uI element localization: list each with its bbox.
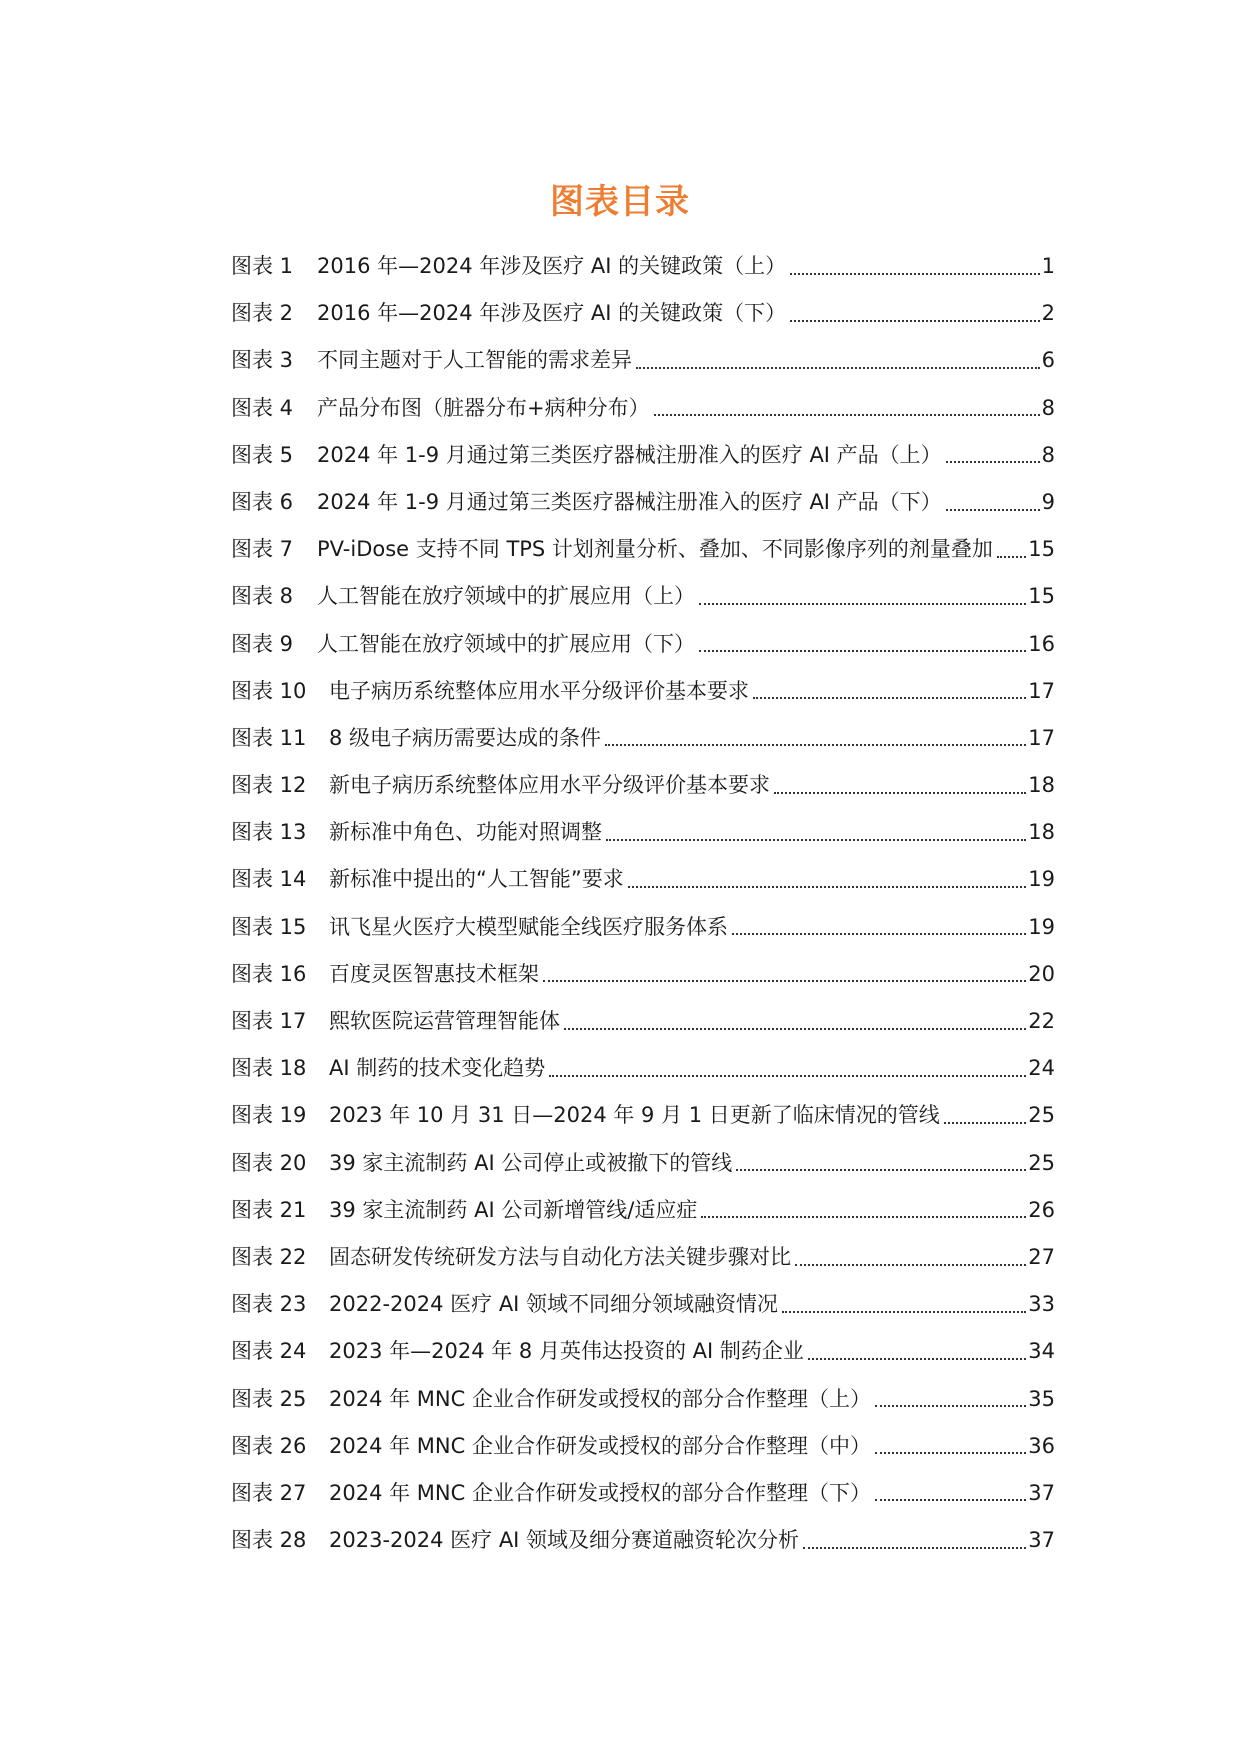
toc-entry-title: 新标准中角色、功能对照调整 (329, 820, 602, 845)
toc-entry-title: 新标准中提出的“人工智能”要求 (329, 867, 624, 892)
toc-entry-title: 2023 年—2024 年 8 月英伟达投资的 AI 制药企业 (329, 1339, 804, 1364)
toc-dot-leader (782, 1311, 1026, 1313)
toc-entry[interactable] (231, 856, 1055, 903)
toc-entry-title: 2024 年 1-9 月通过第三类医疗器械注册准入的医疗 AI 产品（下） (317, 489, 942, 514)
toc-entry-label: 图表 11 (231, 725, 307, 750)
toc-entry-title: AI 制药的技术变化趋势 (329, 1056, 546, 1081)
toc-entry-page: 18 (1028, 773, 1055, 798)
toc-dot-leader (605, 744, 1026, 746)
toc-entry-title: 百度灵医智惠技术框架 (329, 961, 539, 986)
toc-entry-label: 图表 26 (231, 1433, 307, 1458)
toc-dot-leader (875, 1499, 1026, 1501)
page-title: 图表目录 (550, 182, 690, 222)
toc-dot-leader (946, 461, 1040, 463)
toc-entry-label: 图表 3 (231, 348, 294, 373)
toc-entry-label: 图表 9 (231, 631, 294, 656)
toc-entry-label: 图表 28 (231, 1528, 307, 1553)
toc-entry-page: 36 (1028, 1433, 1055, 1458)
toc-entry[interactable] (231, 1517, 1055, 1564)
toc-entry[interactable] (231, 526, 1055, 573)
toc-entry-label: 图表 4 (231, 395, 294, 420)
toc-entry-title: 产品分布图（脏器分布+病种分布） (317, 395, 650, 420)
toc-entry[interactable] (231, 1234, 1055, 1281)
toc-dot-leader (701, 1216, 1026, 1218)
toc-entry-label: 图表 19 (231, 1103, 307, 1128)
toc-entry[interactable] (231, 1045, 1055, 1092)
toc-entry-title: 讯飞星火医疗大模型赋能全线医疗服务体系 (329, 914, 728, 939)
toc-entry-label: 图表 14 (231, 867, 307, 892)
toc-entry-page: 26 (1028, 1197, 1055, 1222)
toc-entry-label: 图表 17 (231, 1009, 307, 1033)
toc-entry-label: 图表 13 (231, 820, 307, 845)
toc-entry-page: 15 (1028, 584, 1055, 609)
toc-entry[interactable] (231, 715, 1055, 762)
toc-entry-label: 图表 18 (231, 1056, 307, 1081)
toc-entry-page: 33 (1028, 1292, 1055, 1317)
toc-entry-title: 2024 年 1-9 月通过第三类医疗器械注册准入的医疗 AI 产品（上） (317, 442, 942, 467)
toc-entry[interactable] (231, 1328, 1055, 1375)
toc-entry[interactable] (231, 809, 1055, 856)
toc-dot-leader (875, 1452, 1026, 1454)
toc-entry[interactable] (231, 1423, 1055, 1470)
toc-dot-leader (699, 650, 1026, 652)
toc-dot-leader (628, 886, 1027, 888)
toc-entry-label: 图表 1 (231, 254, 294, 278)
toc-entry[interactable] (231, 432, 1055, 479)
toc-dot-leader (803, 1547, 1026, 1549)
toc-entry-title: 2024 年 MNC 企业合作研发或授权的部分合作整理（上） (329, 1386, 871, 1411)
toc-entry-page: 37 (1028, 1480, 1055, 1505)
toc-entry[interactable] (231, 1187, 1055, 1234)
toc-entry-title: 2024 年 MNC 企业合作研发或授权的部分合作整理（中） (329, 1433, 871, 1458)
toc-entry-page: 35 (1028, 1386, 1055, 1411)
toc-entry-label: 图表 6 (231, 489, 294, 514)
toc-entry-page: 18 (1028, 820, 1055, 845)
toc-entry-page: 9 (1041, 489, 1055, 514)
table-of-figures (231, 243, 1055, 1564)
toc-dot-leader (795, 1264, 1026, 1266)
toc-dot-leader (875, 1405, 1026, 1407)
toc-entry-title: PV-iDose 支持不同 TPS 计划剂量分析、叠加、不同影像序列的剂量叠加 (317, 537, 993, 562)
toc-entry-label: 图表 2 (231, 301, 294, 326)
toc-entry[interactable] (231, 1092, 1055, 1139)
toc-entry[interactable] (231, 1281, 1055, 1328)
toc-entry-page: 15 (1028, 537, 1055, 562)
toc-entry[interactable] (231, 385, 1055, 432)
toc-entry-label: 图表 10 (231, 678, 307, 703)
toc-entry-title: 人工智能在放疗领域中的扩展应用（上） (317, 584, 695, 609)
toc-dot-leader (944, 1122, 1026, 1124)
toc-entry-page: 25 (1028, 1103, 1055, 1128)
toc-entry-label: 图表 27 (231, 1480, 307, 1505)
toc-dot-leader (946, 509, 1040, 511)
toc-entry-title: 2022-2024 医疗 AI 领域不同细分领域融资情况 (329, 1292, 779, 1317)
toc-dot-leader (699, 603, 1026, 605)
toc-entry-title: 新电子病历系统整体应用水平分级评价基本要求 (329, 773, 770, 798)
toc-entry-label: 图表 20 (231, 1150, 307, 1175)
toc-entry-label: 图表 5 (231, 442, 294, 467)
toc-entry-title: 39 家主流制药 AI 公司停止或被撤下的管线 (329, 1150, 733, 1175)
toc-entry[interactable] (231, 573, 1055, 620)
toc-entry-label: 图表 15 (231, 914, 307, 939)
toc-entry-page: 16 (1028, 631, 1055, 656)
toc-entry-title: 电子病历系统整体应用水平分级评价基本要求 (329, 678, 749, 703)
toc-dot-leader (732, 933, 1026, 935)
toc-dot-leader (654, 414, 1040, 416)
toc-entry[interactable] (231, 904, 1055, 951)
toc-entry[interactable] (231, 668, 1055, 715)
toc-dot-leader (774, 792, 1026, 794)
toc-entry-label: 图表 16 (231, 961, 307, 986)
toc-entry-label: 图表 12 (231, 773, 307, 798)
toc-entry-label: 图表 25 (231, 1386, 307, 1411)
toc-entry[interactable] (231, 621, 1055, 668)
toc-dot-leader (790, 320, 1039, 322)
toc-entry-label: 图表 8 (231, 584, 294, 609)
toc-entry-page: 8 (1041, 395, 1055, 420)
toc-entry-page: 24 (1028, 1056, 1055, 1081)
toc-entry-page: 37 (1028, 1528, 1055, 1553)
toc-entry-label: 图表 23 (231, 1292, 307, 1317)
toc-entry[interactable] (231, 1470, 1055, 1517)
toc-entry-title: 8 级电子病历需要达成的条件 (329, 725, 602, 750)
toc-entry-page: 2 (1041, 301, 1055, 326)
toc-entry-label: 图表 21 (231, 1197, 307, 1222)
toc-entry-page: 22 (1028, 1009, 1055, 1033)
toc-entry-title: 不同主题对于人工智能的需求差异 (317, 348, 632, 373)
toc-dot-leader (808, 1358, 1026, 1360)
toc-entry[interactable] (231, 290, 1055, 337)
toc-entry-title: 2023-2024 医疗 AI 领域及细分赛道融资轮次分析 (329, 1528, 800, 1553)
toc-entry-page: 17 (1028, 725, 1055, 750)
toc-entry[interactable] (231, 243, 1055, 290)
toc-entry[interactable] (231, 1140, 1055, 1187)
toc-entry-page: 20 (1028, 961, 1055, 986)
toc-entry[interactable] (231, 1376, 1055, 1423)
toc-dot-leader (753, 697, 1026, 699)
toc-entry[interactable] (231, 762, 1055, 809)
toc-entry-label: 图表 24 (231, 1339, 307, 1364)
toc-entry-label: 图表 22 (231, 1244, 307, 1269)
toc-entry-title: 人工智能在放疗领域中的扩展应用（下） (317, 631, 695, 656)
toc-entry-page: 6 (1041, 348, 1055, 373)
toc-entry-page: 27 (1028, 1244, 1055, 1269)
toc-dot-leader (564, 1028, 1026, 1030)
toc-entry-page: 19 (1028, 867, 1055, 892)
toc-entry[interactable] (231, 337, 1055, 384)
toc-dot-leader (636, 367, 1040, 369)
toc-entry[interactable] (231, 951, 1055, 998)
toc-entry-page: 25 (1028, 1150, 1055, 1175)
toc-entry-title: 固态研发传统研发方法与自动化方法关键步骤对比 (329, 1244, 791, 1269)
toc-entry-page: 1 (1041, 254, 1055, 278)
toc-entry-title: 2016 年—2024 年涉及医疗 AI 的关键政策（上） (317, 254, 787, 278)
toc-dot-leader (543, 980, 1026, 982)
toc-entry-label: 图表 7 (231, 537, 294, 562)
toc-entry-page: 34 (1028, 1339, 1055, 1364)
toc-entry-title: 2024 年 MNC 企业合作研发或授权的部分合作整理（下） (329, 1480, 871, 1505)
toc-dot-leader (736, 1169, 1026, 1171)
toc-entry-page: 8 (1041, 442, 1055, 467)
toc-entry[interactable] (231, 479, 1055, 526)
toc-entry-title: 39 家主流制药 AI 公司新增管线/适应症 (329, 1197, 698, 1222)
toc-dot-leader (790, 273, 1039, 275)
toc-dot-leader (549, 1075, 1026, 1077)
toc-entry-page: 19 (1028, 914, 1055, 939)
toc-dot-leader (606, 839, 1026, 841)
toc-entry-title: 熙软医院运营管理智能体 (329, 1009, 560, 1033)
toc-entry[interactable] (231, 998, 1055, 1045)
toc-dot-leader (997, 556, 1026, 558)
toc-entry-title: 2016 年—2024 年涉及医疗 AI 的关键政策（下） (317, 301, 787, 326)
toc-entry-title: 2023 年 10 月 31 日—2024 年 9 月 1 日更新了临床情况的管线 (329, 1103, 940, 1128)
toc-entry-page: 17 (1028, 678, 1055, 703)
